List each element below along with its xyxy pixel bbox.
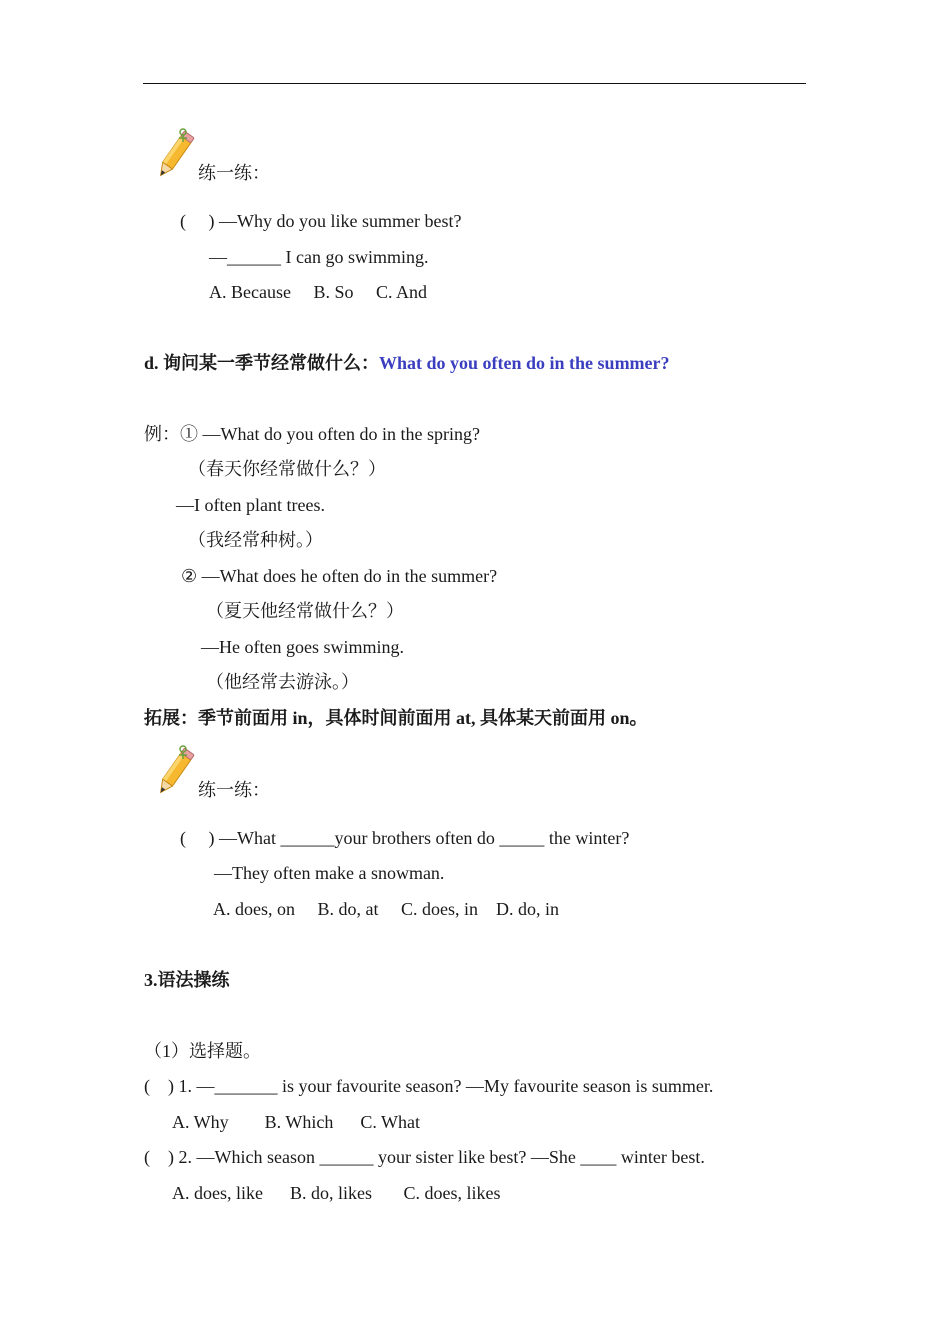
practice2-answer: —They often make a snowman. — [214, 863, 445, 883]
practice1-answer: —______ I can go swimming. — [209, 247, 429, 267]
practice2-options: A. does, on B. do, at C. does, in D. do, in — [213, 899, 559, 919]
practice1-label: 练一练： — [198, 163, 270, 183]
grammar-q2: ( ) 2. —Which season ______ your sister like best? —She ____ winter best. — [144, 1147, 705, 1167]
practice2-label: 练一练： — [198, 780, 270, 800]
example1-question: 例：① —What do you often do in the spring? — [144, 424, 480, 444]
example2-answer-cn: （他经常去游泳。） — [206, 672, 359, 692]
example2-question: ② —What does he often do in the summer? — [181, 566, 498, 586]
example2-answer: —He often goes swimming. — [201, 637, 404, 657]
pencil-icon — [152, 745, 198, 799]
section-d-heading — [144, 352, 670, 374]
section-d-heading-cn: d. 询问某一季节经常做什么： — [144, 353, 380, 373]
pencil-icon — [152, 128, 198, 182]
example1-question-cn: （春天你经常做什么？） — [188, 459, 386, 479]
example1-answer: —I often plant trees. — [176, 495, 325, 515]
practice1-options: A. Because B. So C. And — [209, 282, 427, 302]
grammar-q1-options: A. Why B. Which C. What — [172, 1112, 420, 1132]
extension-note: 拓展：季节前面用 in，具体时间前面用 at, 具体某天前面用 on。 — [144, 708, 648, 728]
grammar-subheading: （1）选择题。 — [144, 1041, 261, 1061]
header-rule — [143, 83, 806, 84]
grammar-q1: ( ) 1. —_______ is your favourite season? —My favourite season is summer. — [144, 1076, 714, 1096]
example1-answer-cn: （我经常种树。） — [188, 530, 323, 550]
grammar-q2-options: A. does, like B. do, likes C. does, likes — [172, 1183, 501, 1203]
example2-question-cn: （夏天他经常做什么？） — [206, 601, 404, 621]
practice2-question: ( ) —What ______your brothers often do _____ the winter? — [180, 828, 630, 848]
grammar-heading: 3.语法操练 — [144, 970, 230, 990]
section-d-heading-en: What do you often do in the summer? — [379, 353, 670, 373]
practice1-question: ( ) —Why do you like summer best? — [180, 211, 462, 231]
